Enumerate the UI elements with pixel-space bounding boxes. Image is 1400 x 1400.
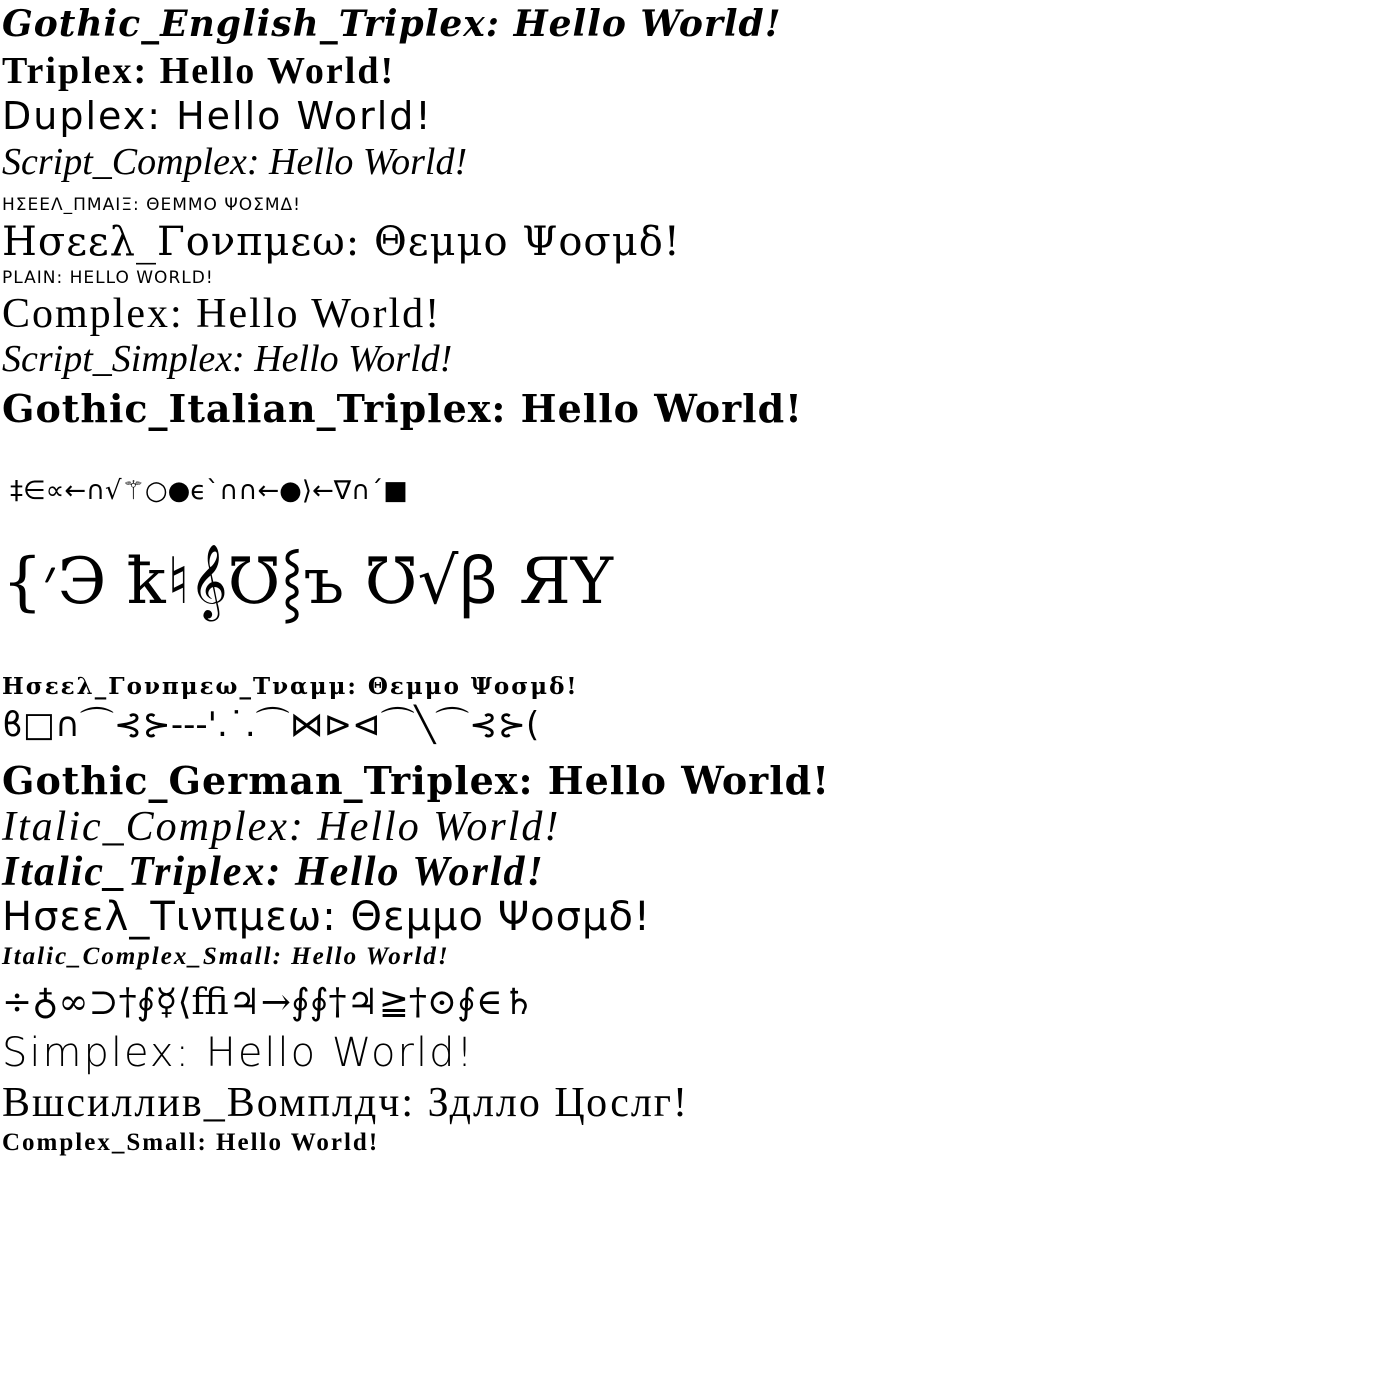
sample-line-math-symbols: ÷♁∞⊃†∮☿⟨ﬃ♃→∮∮†♃≧†⊙∮∈♄	[2, 982, 535, 1023]
sample-line-symbols-large: {׳Э ꝁ♮𝄞℧⸾ъ ℧√ꞵ ЯΥ	[2, 545, 614, 619]
sample-line-complex: Complex: Hello World!	[2, 291, 442, 337]
sample-line-greek-simplex: Ησεελ_Τινπμεω: Θεμμο Ψοσμδ!	[2, 894, 651, 940]
sample-line-complex-small: Complex_Small: Hello World!	[2, 1129, 380, 1156]
sample-line-symbols-small: ‡∈∝←∩√⚚○●ϵ`∩∩←●⟩←∇∩´■	[10, 476, 408, 506]
sample-line-greek-complex: Ησεελ_Γονπμεω: Θεμμο Ψοσμδ!	[2, 219, 681, 265]
sample-line-script-complex: Script_Complex: Hello World!	[2, 141, 468, 183]
sample-line-greek-plain: ΗΣΕΕΛ_ΠΜΑΙΞ: ΘΕΜΜΟ ΨΟΣΜΔ!	[2, 195, 301, 215]
sample-line-gothic-italian-triplex: Gothic_Italian_Triplex: Hello World!	[2, 386, 803, 431]
sample-line-italic-complex-small: Italic_Complex_Small: Hello World!	[2, 943, 450, 970]
sample-line-italic-triplex: Italic_Triplex: Hello World!	[2, 849, 545, 895]
sample-line-italic-complex: Italic_Complex: Hello World!	[2, 804, 561, 850]
sample-line-triplex: Triplex: Hello World!	[2, 50, 396, 92]
sample-line-simplex: Simplex: Hello World!	[2, 1030, 475, 1076]
sample-line-duplex: Duplex: Hello World!	[2, 94, 433, 138]
sample-line-cyrillic-complex: Вшсиллив_Вомплдч: Здлло Цослг!	[2, 1080, 690, 1126]
sample-line-plain: PLAIN: HELLO WORLD!	[2, 268, 214, 288]
sample-line-gothic-german-triplex: Gothic_German_Triplex: Hello World!	[2, 758, 830, 803]
sample-line-gothic-english-triplex: Gothic_English_Triplex: Hello World!	[2, 3, 782, 45]
sample-line-greek-complex-small: Ησεελ_Γονπμεω_Τναμμ: Θεμμο Ψοσμδ!	[2, 673, 579, 700]
sample-line-markers: ϐ□∩⌒⊰⊱---'.˙.⌒⋈⊳⊲⌒╲⌒⊰⊱(	[2, 705, 540, 745]
sample-line-script-simplex: Script_Simplex: Hello World!	[2, 338, 453, 380]
